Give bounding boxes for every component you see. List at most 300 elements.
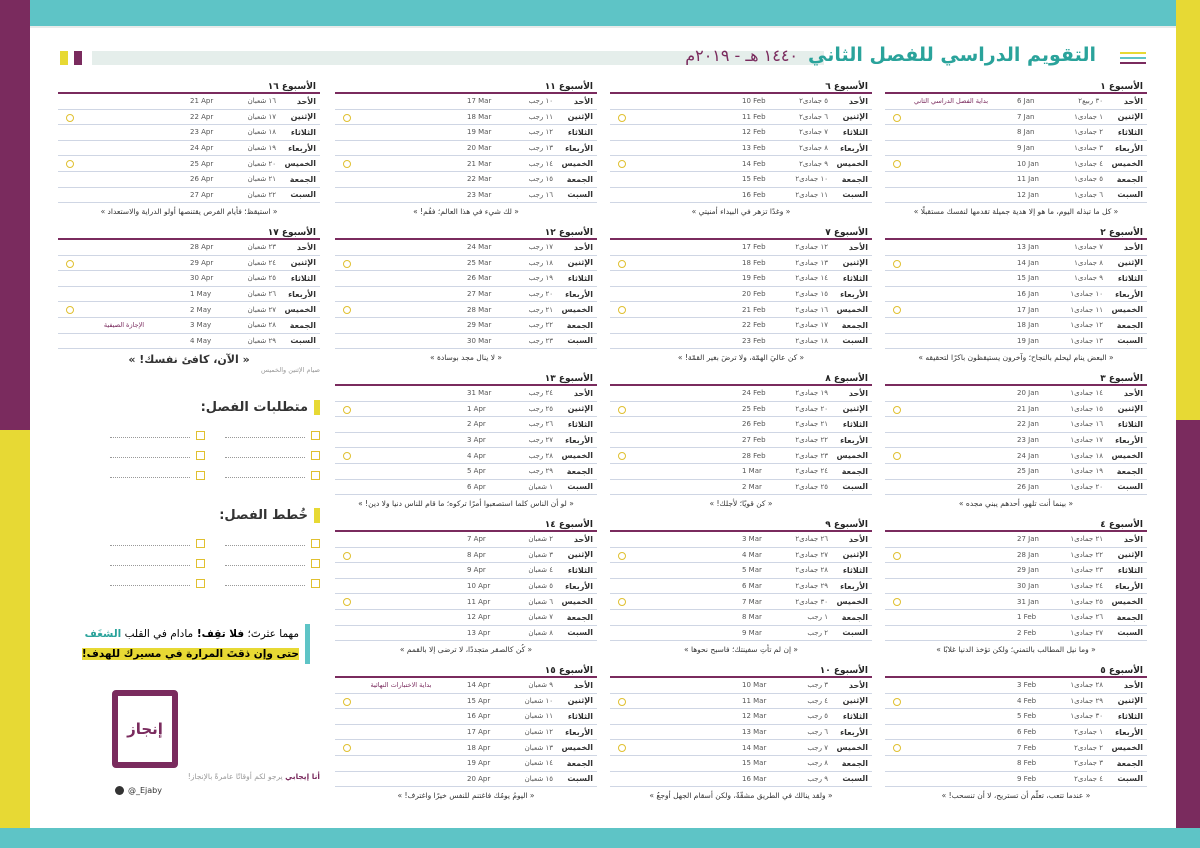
week-title: الأسبوع ١٤ — [335, 518, 597, 532]
fasting-circle-icon — [618, 406, 626, 414]
day-row[interactable] — [885, 156, 1147, 172]
hijri-date: ٢٣ رجب — [528, 336, 553, 345]
day-row[interactable] — [335, 756, 597, 772]
day-row[interactable] — [335, 610, 597, 626]
gregorian-date: 13 Feb — [742, 144, 766, 153]
hijri-date: ٢٠ جمادى١ — [1070, 482, 1103, 491]
day-row[interactable] — [610, 448, 872, 464]
day-row[interactable] — [885, 433, 1147, 449]
day-row[interactable] — [335, 417, 597, 433]
hijri-date: ٧ جمادى١ — [1074, 243, 1103, 252]
day-row[interactable] — [58, 287, 320, 303]
day-row[interactable] — [885, 141, 1147, 157]
gregorian-date: 26 Mar — [467, 274, 492, 283]
day-row[interactable] — [335, 240, 597, 256]
day-row[interactable] — [335, 402, 597, 418]
day-row[interactable] — [58, 172, 320, 188]
day-row[interactable] — [610, 141, 872, 157]
hijri-date: ١٠ جمادى١ — [1070, 290, 1103, 299]
day-name: الأحد — [573, 242, 593, 252]
week-quote: « كن عاليَ الهمّة، ولا ترضَ بغير القمّة! » — [677, 353, 805, 363]
gregorian-date: 12 Feb — [742, 128, 766, 137]
day-row[interactable] — [610, 548, 872, 564]
day-name: الخميس — [284, 159, 316, 169]
day-name: الثلاثاء — [1117, 565, 1143, 575]
day-row[interactable] — [885, 756, 1147, 772]
week-quote: « وغدًا تزهر في البيداء أمنيتي » — [691, 207, 791, 217]
day-name: الجمعة — [566, 466, 593, 476]
hijri-date: ١٤ جمادى١ — [1070, 389, 1103, 398]
day-name: السبت — [567, 190, 593, 200]
fasting-circle-icon — [618, 160, 626, 168]
day-name: السبت — [290, 336, 316, 346]
day-row[interactable] — [610, 302, 872, 318]
menu-lines-icon — [1120, 52, 1146, 67]
gregorian-date: 17 Feb — [742, 243, 766, 252]
fasting-circle-icon — [343, 406, 351, 414]
week-title: الأسبوع ١ — [885, 80, 1147, 94]
day-row[interactable] — [335, 302, 597, 318]
day-row[interactable] — [335, 579, 597, 595]
checkbox[interactable] — [196, 431, 205, 440]
day-row[interactable] — [610, 709, 872, 725]
day-row[interactable] — [58, 110, 320, 126]
day-row[interactable] — [885, 678, 1147, 694]
day-row[interactable] — [610, 240, 872, 256]
hijri-date: ٦ جمادى١ — [1074, 190, 1103, 199]
day-row[interactable] — [335, 287, 597, 303]
day-row[interactable] — [885, 240, 1147, 256]
day-name: الخميس — [836, 159, 868, 169]
gregorian-date: 17 Apr — [467, 728, 491, 737]
day-name: الأربعاء — [288, 143, 316, 153]
day-name: الإثنين — [290, 258, 316, 268]
day-row[interactable] — [885, 694, 1147, 710]
day-row[interactable] — [610, 172, 872, 188]
hijri-date: ١٥ شعبان — [524, 774, 553, 783]
day-row[interactable] — [610, 125, 872, 141]
day-row[interactable] — [885, 334, 1147, 350]
gregorian-date: 12 Apr — [467, 613, 491, 622]
day-name: السبت — [842, 482, 868, 492]
day-row[interactable] — [610, 188, 872, 204]
day-row[interactable] — [610, 94, 872, 110]
day-name: الجمعة — [841, 758, 868, 768]
day-row[interactable] — [885, 740, 1147, 756]
day-row[interactable] — [885, 256, 1147, 272]
fasting-legend-text: صيام الإثنين والخميس — [261, 366, 320, 374]
day-row[interactable] — [335, 256, 597, 272]
hijri-date: ٢٠ رجب — [528, 290, 553, 299]
gregorian-date: 24 Feb — [742, 389, 766, 398]
brand-logo — [112, 690, 178, 768]
day-note: بداية الاختبارات النهائية — [370, 681, 432, 690]
checkbox[interactable] — [196, 579, 205, 588]
fasting-circle-icon — [618, 306, 626, 314]
hijri-date: ٦ جمادى٢ — [799, 112, 828, 121]
week-block — [885, 80, 1147, 219]
fasting-circle-icon — [66, 260, 74, 268]
gregorian-date: 22 Jan — [1017, 420, 1039, 429]
checkbox[interactable] — [196, 471, 205, 480]
week-title: الأسبوع ١٣ — [335, 372, 597, 386]
day-row[interactable] — [335, 740, 597, 756]
hijri-date: ١٨ جمادى١ — [1070, 451, 1103, 460]
day-row[interactable] — [610, 626, 872, 642]
day-row[interactable] — [335, 548, 597, 564]
fasting-circle-icon — [618, 114, 626, 122]
plans-section — [58, 508, 320, 593]
brand-handle[interactable] — [115, 786, 162, 795]
gregorian-date: 6 Feb — [1017, 728, 1037, 737]
day-row[interactable] — [885, 610, 1147, 626]
day-row[interactable] — [610, 532, 872, 548]
brand-handle-text[interactable]: @_Ejaby — [128, 786, 162, 795]
hijri-date: ٢٧ جمادى٢ — [795, 550, 828, 559]
gregorian-date: 21 Apr — [190, 97, 214, 106]
day-row[interactable] — [885, 188, 1147, 204]
day-name: الجمعة — [841, 466, 868, 476]
day-row[interactable] — [335, 271, 597, 287]
bottom-border — [0, 828, 1200, 848]
day-name: الثلاثاء — [1117, 419, 1143, 429]
day-row[interactable] — [610, 287, 872, 303]
day-row[interactable] — [58, 94, 320, 110]
day-row[interactable] — [885, 287, 1147, 303]
hijri-date: ٧ شعبان — [528, 613, 553, 622]
day-row[interactable] — [610, 464, 872, 480]
day-name: الأحد — [1123, 680, 1143, 690]
day-row[interactable] — [335, 188, 597, 204]
day-name: الأحد — [296, 96, 316, 106]
checkbox[interactable] — [196, 451, 205, 460]
day-name: الخميس — [561, 743, 593, 753]
day-row[interactable] — [885, 480, 1147, 496]
day-row[interactable] — [885, 548, 1147, 564]
week-block — [335, 372, 597, 511]
day-name: الإثنين — [842, 112, 868, 122]
day-name: الخميس — [836, 305, 868, 315]
week-title: الأسبوع ٢ — [885, 226, 1147, 240]
hijri-date: ٢٤ جمادى٢ — [795, 467, 828, 476]
hijri-date: ١٨ جمادى٢ — [795, 336, 828, 345]
week-block — [610, 226, 872, 365]
checkbox[interactable] — [196, 559, 205, 568]
week-title: الأسبوع ٣ — [885, 372, 1147, 386]
day-row[interactable] — [335, 318, 597, 334]
day-row[interactable] — [885, 318, 1147, 334]
day-row[interactable] — [885, 626, 1147, 642]
day-name: الخميس — [1111, 305, 1143, 315]
hijri-date: ٨ جمادى٢ — [799, 144, 828, 153]
title-text: التقويم الدراسي للفصل الثاني — [808, 44, 1096, 66]
day-name: السبت — [567, 336, 593, 346]
week-title: الأسبوع ١٧ — [58, 226, 320, 240]
checkbox[interactable] — [311, 539, 320, 548]
gregorian-date: 1 May — [190, 290, 212, 299]
checkbox[interactable] — [311, 579, 320, 588]
day-row[interactable] — [885, 94, 1147, 110]
hijri-date: ١٠ شعبان — [524, 696, 553, 705]
fasting-circle-icon — [343, 598, 351, 606]
hijri-date: ٤ جمادى١ — [1074, 159, 1103, 168]
day-row[interactable] — [885, 772, 1147, 788]
day-row[interactable] — [885, 594, 1147, 610]
day-name: الخميس — [561, 597, 593, 607]
day-row[interactable] — [58, 240, 320, 256]
hijri-date: ١٩ جمادى٢ — [795, 389, 828, 398]
day-row[interactable] — [610, 480, 872, 496]
hijri-date: ٢٩ شعبان — [247, 336, 276, 345]
day-row[interactable] — [335, 694, 597, 710]
day-row[interactable] — [58, 334, 320, 350]
gregorian-date: 24 Jan — [1017, 451, 1039, 460]
gregorian-date: 14 Jan — [1017, 258, 1039, 267]
week-block — [335, 226, 597, 365]
day-name: السبت — [1117, 628, 1143, 638]
gregorian-date: 18 Feb — [742, 258, 766, 267]
hijri-date: ٢٥ شعبان — [247, 274, 276, 283]
day-row[interactable] — [610, 563, 872, 579]
motto-line-2: حتى وإن ذقتَ المرارة في مسيرك للهدف! — [81, 648, 299, 660]
hijri-date: ١٦ جمادى٢ — [795, 305, 828, 314]
fasting-circle-icon — [893, 260, 901, 268]
day-name: الإثنين — [1117, 696, 1143, 706]
checkbox[interactable] — [311, 451, 320, 460]
week-block — [885, 226, 1147, 365]
gregorian-date: 2 Apr — [467, 420, 486, 429]
day-row[interactable] — [885, 271, 1147, 287]
requirement-row — [58, 425, 320, 445]
day-row[interactable] — [335, 563, 597, 579]
day-name: الجمعة — [1116, 320, 1143, 330]
day-row[interactable] — [610, 334, 872, 350]
checkbox[interactable] — [311, 471, 320, 480]
day-row[interactable] — [610, 256, 872, 272]
day-row[interactable] — [335, 386, 597, 402]
gregorian-date: 8 Mar — [742, 613, 762, 622]
day-row[interactable] — [610, 579, 872, 595]
hijri-date: ٧ جمادى٢ — [799, 128, 828, 137]
day-name: الخميس — [561, 159, 593, 169]
gregorian-date: 25 Apr — [190, 159, 214, 168]
fasting-circle-icon — [618, 552, 626, 560]
day-row[interactable] — [335, 532, 597, 548]
day-name: الجمعة — [566, 758, 593, 768]
day-name: الأربعاء — [840, 289, 868, 299]
day-row[interactable] — [335, 172, 597, 188]
day-row[interactable] — [885, 563, 1147, 579]
day-row[interactable] — [335, 594, 597, 610]
day-name: السبت — [567, 482, 593, 492]
day-name: الأحد — [1123, 242, 1143, 252]
hijri-date: ٣٠ ربيع٢ — [1078, 97, 1103, 106]
fasting-circle-icon — [618, 598, 626, 606]
week-block — [335, 80, 597, 219]
day-row[interactable] — [610, 402, 872, 418]
day-name: الثلاثاء — [842, 711, 868, 721]
gregorian-date: 29 Mar — [467, 321, 492, 330]
day-row[interactable] — [885, 417, 1147, 433]
gregorian-date: 15 Feb — [742, 175, 766, 184]
day-row[interactable] — [885, 725, 1147, 741]
hijri-date: ٥ شعبان — [528, 582, 553, 591]
day-name: السبت — [1117, 482, 1143, 492]
week-title: الأسبوع ٤ — [885, 518, 1147, 532]
hijri-date: ٨ جمادى١ — [1074, 258, 1103, 267]
day-row[interactable] — [335, 626, 597, 642]
gregorian-date: 20 Apr — [467, 774, 491, 783]
gregorian-date: 12 Mar — [742, 712, 767, 721]
day-name: الأحد — [848, 242, 868, 252]
day-name: الأربعاء — [840, 143, 868, 153]
gregorian-date: 24 Apr — [190, 144, 214, 153]
day-row[interactable] — [335, 334, 597, 350]
day-row[interactable] — [58, 156, 320, 172]
checkbox[interactable] — [311, 431, 320, 440]
hijri-date: ٣ رجب — [807, 681, 828, 690]
hijri-date: ٢ رجب — [807, 628, 828, 637]
checkbox[interactable] — [196, 539, 205, 548]
day-row[interactable] — [610, 156, 872, 172]
hijri-date: ١٦ رجب — [528, 190, 553, 199]
day-row[interactable] — [335, 772, 597, 788]
day-row[interactable] — [335, 110, 597, 126]
day-row[interactable] — [885, 125, 1147, 141]
day-row[interactable] — [335, 125, 597, 141]
gregorian-date: 13 Apr — [467, 628, 491, 637]
day-row[interactable] — [610, 271, 872, 287]
day-row[interactable] — [885, 386, 1147, 402]
day-row[interactable] — [335, 725, 597, 741]
day-row[interactable] — [610, 740, 872, 756]
day-row[interactable] — [610, 772, 872, 788]
day-name: الأربعاء — [840, 727, 868, 737]
day-name: السبت — [842, 190, 868, 200]
hijri-date: ٦ رجب — [807, 728, 828, 737]
day-row[interactable] — [610, 110, 872, 126]
gregorian-date: 2 May — [190, 305, 212, 314]
day-name: الجمعة — [289, 174, 316, 184]
hijri-date: ٣٠ جمادى١ — [1070, 712, 1103, 721]
day-row[interactable] — [885, 448, 1147, 464]
week-quote: « كن قويًا؛ لأجلك! » — [709, 499, 773, 509]
week-title: الأسبوع ١٥ — [335, 664, 597, 678]
hijri-date: ٣ شعبان — [528, 550, 553, 559]
day-row[interactable] — [610, 594, 872, 610]
day-name: السبت — [842, 774, 868, 784]
day-row[interactable] — [335, 156, 597, 172]
gregorian-date: 16 Jan — [1017, 290, 1039, 299]
header — [60, 44, 1146, 74]
day-row[interactable] — [610, 433, 872, 449]
day-row[interactable] — [335, 141, 597, 157]
day-row[interactable] — [335, 480, 597, 496]
day-row[interactable] — [58, 302, 320, 318]
day-row[interactable] — [58, 318, 320, 334]
day-row[interactable] — [335, 433, 597, 449]
week-block — [885, 664, 1147, 803]
day-row[interactable] — [58, 188, 320, 204]
hijri-date: ١٠ رجب — [528, 97, 553, 106]
hijri-date: ٢٧ جمادى١ — [1070, 628, 1103, 637]
day-row[interactable] — [610, 417, 872, 433]
day-row[interactable] — [885, 579, 1147, 595]
day-row[interactable] — [610, 318, 872, 334]
hijri-date: ٩ رجب — [807, 774, 828, 783]
checkbox[interactable] — [311, 559, 320, 568]
hijri-date: ٢٤ شعبان — [247, 258, 276, 267]
plans-title: خُطط الفصل: — [58, 508, 320, 523]
gregorian-date: 19 Apr — [467, 759, 491, 768]
day-row[interactable] — [58, 141, 320, 157]
day-row[interactable] — [58, 256, 320, 272]
day-row[interactable] — [58, 271, 320, 287]
gregorian-date: 10 Mar — [742, 681, 767, 690]
day-name: الأحد — [573, 680, 593, 690]
hijri-date: ٦ شعبان — [528, 597, 553, 606]
week-title: الأسبوع ٦ — [610, 80, 872, 94]
day-row[interactable] — [335, 464, 597, 480]
day-row[interactable] — [885, 402, 1147, 418]
day-name: الخميس — [284, 305, 316, 315]
title-year: ١٤٤٠ هـ - ٢٠١٩م — [685, 46, 798, 65]
day-row[interactable] — [610, 386, 872, 402]
day-row[interactable] — [885, 110, 1147, 126]
hijri-date: ٣ جمادى١ — [1074, 144, 1103, 153]
hijri-date: ٢٩ جمادى٢ — [795, 582, 828, 591]
gregorian-date: 9 Feb — [1017, 774, 1037, 783]
fasting-circle-icon — [893, 552, 901, 560]
gregorian-date: 2 Feb — [1017, 628, 1037, 637]
day-name: الثلاثاء — [1117, 273, 1143, 283]
day-name: الثلاثاء — [567, 127, 593, 137]
motto-line-1: مهما عثرتَ؛ فلا تقِف! مادام في القلب الشغَف — [84, 628, 299, 640]
hijri-date: ٢ شعبان — [528, 535, 553, 544]
gregorian-date: 28 Jan — [1017, 550, 1039, 559]
day-row[interactable] — [610, 678, 872, 694]
day-row[interactable] — [610, 694, 872, 710]
day-row[interactable] — [885, 172, 1147, 188]
day-row[interactable] — [885, 464, 1147, 480]
day-row[interactable] — [610, 610, 872, 626]
hijri-date: ٢١ جمادى١ — [1070, 535, 1103, 544]
day-row[interactable] — [610, 756, 872, 772]
fasting-circle-icon — [343, 698, 351, 706]
hijri-date: ١٦ جمادى١ — [1070, 420, 1103, 429]
gregorian-date: 20 Mar — [467, 144, 492, 153]
day-row[interactable] — [610, 725, 872, 741]
fasting-circle-icon — [618, 698, 626, 706]
day-row[interactable] — [885, 302, 1147, 318]
day-row[interactable] — [335, 448, 597, 464]
day-name: السبت — [842, 336, 868, 346]
day-row[interactable] — [885, 532, 1147, 548]
hijri-date: ١ جمادى٢ — [1074, 728, 1103, 737]
day-name: الجمعة — [1116, 612, 1143, 622]
left-border-purple — [0, 0, 30, 430]
day-note: بداية الفصل الدراسي الثاني — [913, 97, 989, 106]
day-row[interactable] — [885, 709, 1147, 725]
hijri-date: ١٢ شعبان — [524, 728, 553, 737]
hijri-date: ١٧ رجب — [528, 243, 553, 252]
day-row[interactable] — [335, 678, 597, 694]
fasting-circle-icon — [343, 744, 351, 752]
day-row[interactable] — [335, 709, 597, 725]
day-row[interactable] — [335, 94, 597, 110]
day-name: الإثنين — [567, 112, 593, 122]
day-row[interactable] — [58, 125, 320, 141]
